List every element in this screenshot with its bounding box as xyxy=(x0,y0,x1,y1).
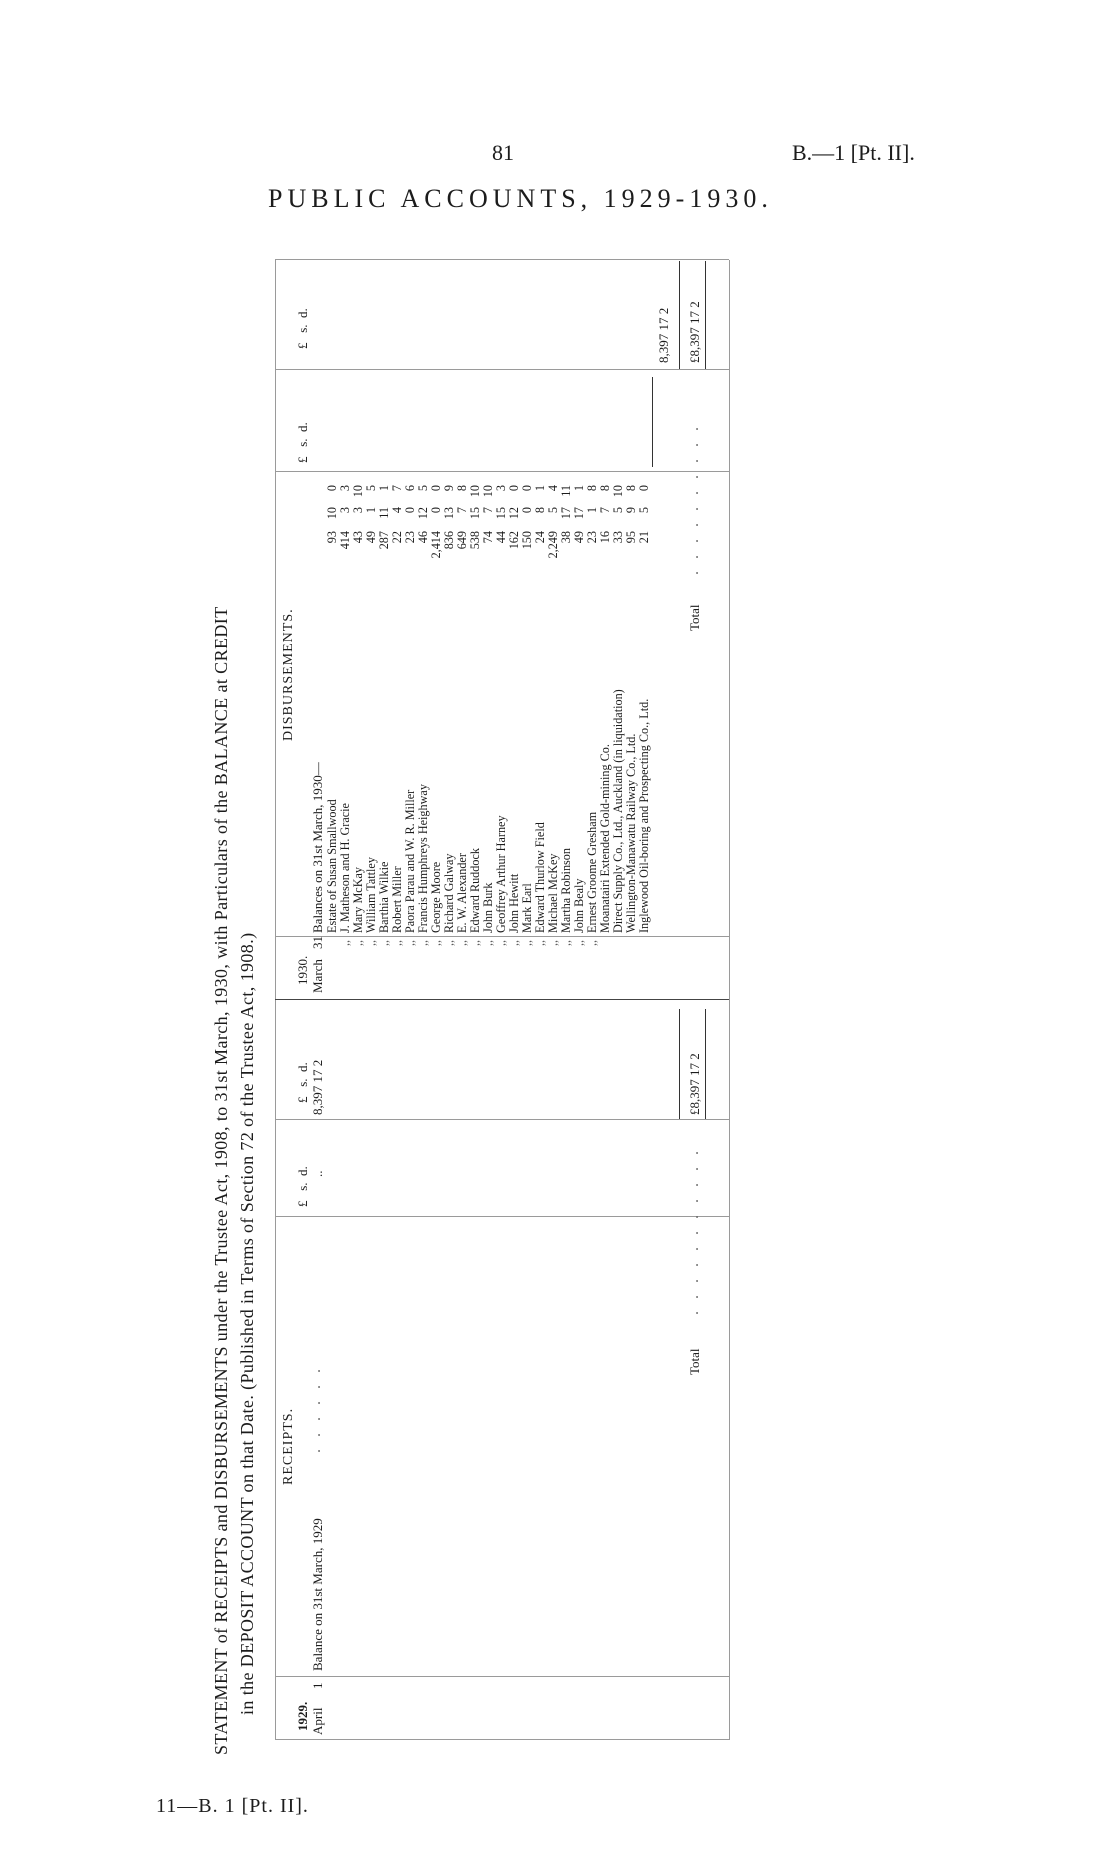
amount-shillings: 5 xyxy=(611,507,625,514)
amount-shillings: 15 xyxy=(468,507,482,520)
dot-leader: . . . . . . . . . . xyxy=(685,423,702,575)
amount-shillings: 7 xyxy=(481,507,495,514)
amount-pounds: 22 xyxy=(390,531,404,544)
amount-pence: 9 xyxy=(442,485,456,492)
amount-pounds: 74 xyxy=(481,531,495,544)
amount-pence: 0 xyxy=(507,485,521,492)
amount-shillings: 5 xyxy=(546,507,560,514)
amount-shillings: 11 xyxy=(377,507,391,519)
estate-name: Ernest Groome Gresham xyxy=(585,811,599,933)
ditto-mark: ,, xyxy=(455,939,469,947)
ditto-mark: ,, xyxy=(338,939,352,947)
amount-pounds: 23 xyxy=(585,531,599,544)
table-bottom-rule xyxy=(729,260,730,1740)
amount-pounds: 95 xyxy=(624,531,638,544)
amount-shillings: 0 xyxy=(403,507,417,514)
amount-pence: 10 xyxy=(468,485,482,498)
amount-shillings: 15 xyxy=(494,507,508,520)
series-reference: B.—1 [Pt. II]. xyxy=(792,140,915,165)
receipts-total-label: Total xyxy=(687,1348,702,1375)
ditto-mark: ,, xyxy=(559,939,573,947)
amount-shillings: 0 xyxy=(520,507,534,514)
estate-name: Barthia Wilkie xyxy=(377,861,391,933)
amount-shillings: 17 xyxy=(572,507,586,520)
amount-pence: 0 xyxy=(429,485,443,492)
amount-pounds: 150 xyxy=(520,531,534,550)
disb-year: 1930. xyxy=(295,955,310,985)
footer-reference: 11—B. 1 [Pt. II]. xyxy=(156,1795,309,1817)
ditto-mark: ,, xyxy=(572,939,586,947)
ditto-mark: ,, xyxy=(481,939,495,947)
amount-pounds: 836 xyxy=(442,531,456,550)
amount-shillings: 17 xyxy=(559,507,573,520)
estate-name: Martha Robinson xyxy=(559,848,573,933)
ditto-mark: ,, xyxy=(585,939,599,947)
ditto-mark: ,, xyxy=(429,939,443,947)
rotated-statement-table xyxy=(209,225,769,1755)
estate-name: Wellington-Manawatu Railway Co., Ltd. xyxy=(624,733,638,933)
amount-shillings: 3 xyxy=(338,507,352,514)
amount-pounds: 93 xyxy=(325,531,339,544)
estate-name: Richard Galway xyxy=(442,853,456,933)
estate-name: Francis Humphreys Heighway xyxy=(416,784,430,933)
estate-name: J. Matheson and H. Gracie xyxy=(338,803,352,933)
balance-amount xyxy=(638,433,651,583)
ditto-mark: ,, xyxy=(377,939,391,947)
disb-day: 31 xyxy=(310,936,325,949)
estate-name: Michael McKey xyxy=(546,853,560,933)
amount-pounds: 44 xyxy=(494,531,508,544)
estate-name: Geoffrey Arthur Harney xyxy=(494,815,508,933)
amount-pounds: 43 xyxy=(351,531,365,544)
receipts-year: 1929. xyxy=(295,1701,310,1731)
ditto-mark: ,, xyxy=(442,939,456,947)
receipts-total-rule-top xyxy=(679,1009,680,1119)
page-heading: PUBLIC ACCOUNTS, 1929-1930. xyxy=(268,184,773,213)
amount-pounds: 21 xyxy=(637,531,651,544)
amount-pounds: 538 xyxy=(468,531,482,550)
receipts-amount1-rule xyxy=(275,1216,729,1217)
amount-shillings: 3 xyxy=(351,507,365,514)
disb-subtotal-rule xyxy=(652,377,653,467)
amount-pence: 10 xyxy=(611,485,625,498)
page-number: 81 xyxy=(492,140,514,165)
amount-shillings: 10 xyxy=(325,507,339,520)
statement-title-line-2: in the DEPOSIT ACCOUNT on that Date. (Published in Terms of Section 72 of the Trustee Act, 1908.) xyxy=(237,932,257,1715)
estate-name: William Tattley xyxy=(364,857,378,933)
amount-shillings: 0 xyxy=(429,507,443,514)
amount-shillings: 1 xyxy=(364,507,378,514)
amount-shillings: 1 xyxy=(585,507,599,514)
amount-pence: 3 xyxy=(338,485,352,492)
disb-total-label: Total xyxy=(687,604,702,631)
receipts-col1-dots: .. xyxy=(310,1170,325,1177)
statement-title-line-1: STATEMENT of RECEIPTS and DISBURSEMENTS under the Trustee Act, 1908, to 31st March, 1930, with Particulars of the BALANCE at CREDIT xyxy=(211,606,231,1755)
ditto-mark: ,, xyxy=(546,939,560,947)
receipts-date-rule xyxy=(275,1676,729,1677)
ditto-mark: ,, xyxy=(468,939,482,947)
amount-pence: 1 xyxy=(533,485,547,492)
estate-name: Robert Miller xyxy=(390,866,404,933)
amount-pounds: 49 xyxy=(364,531,378,544)
table-right-rule xyxy=(275,259,729,260)
estate-name: Inglewood Oil-boring and Prospecting Co., Ltd. xyxy=(637,698,651,933)
dot-leader: . . . . . . . . . . . xyxy=(685,1147,702,1315)
ditto-mark: ,, xyxy=(390,939,404,947)
ditto-mark: ,, xyxy=(494,939,508,947)
amount-pence: 4 xyxy=(546,485,560,492)
amount-shillings: 4 xyxy=(390,507,404,514)
amount-pence: 8 xyxy=(624,485,638,492)
receipts-day: 1 xyxy=(310,1682,325,1689)
estate-name: Moanatairi Extended Gold-mining Co. xyxy=(598,744,612,933)
receipts-col2-headers: £ s. d. xyxy=(295,1062,310,1103)
amount-pounds: 49 xyxy=(572,531,586,544)
disb-month: March xyxy=(310,959,325,993)
estate-name: Edward Ruddock xyxy=(468,848,482,933)
amount-shillings: 8 xyxy=(533,507,547,514)
amount-pounds: 38 xyxy=(559,531,573,544)
amount-pence: 10 xyxy=(481,485,495,498)
amount-pounds: 33 xyxy=(611,531,625,544)
estate-name: Estate of Susan Smallwood xyxy=(325,799,339,933)
amount-pence: 5 xyxy=(364,485,378,492)
amount-pounds: 24 xyxy=(533,531,547,544)
amount-shillings: 5 xyxy=(637,507,651,514)
receipts-balance-item: Balance on 31st March, 1929 xyxy=(310,1518,325,1671)
amount-shillings: 13 xyxy=(442,507,456,520)
amount-pence: 5 xyxy=(416,485,430,492)
amount-pence: 0 xyxy=(637,485,651,492)
receipts-balance-amount: 8,397 17 2 xyxy=(310,1059,325,1115)
estate-name: Edward Thurlow Field xyxy=(533,822,547,933)
receipts-total: £8,397 17 2 xyxy=(687,1053,702,1115)
amount-pounds: 23 xyxy=(403,531,417,544)
amount-shillings: 7 xyxy=(598,507,612,514)
estate-name: Paora Parau and W. R. Miller xyxy=(403,789,417,933)
amount-pence: 8 xyxy=(598,485,612,492)
disb-intro: Balances on 31st March, 1930— xyxy=(310,762,325,933)
amount-pounds: 2,414 xyxy=(429,531,443,559)
receipts-col1-headers: £ s. d. xyxy=(295,1166,310,1207)
receipts-heading: RECEIPTS. xyxy=(281,1407,296,1485)
amount-pounds: 649 xyxy=(455,531,469,550)
amount-pence: 1 xyxy=(377,485,391,492)
amount-pounds: 2,249 xyxy=(546,531,560,559)
receipts-total-rule-bottom xyxy=(705,1009,706,1119)
table-left-rule xyxy=(275,1739,729,1740)
amount-shillings: 9 xyxy=(624,507,638,514)
estate-name: John Burk xyxy=(481,882,495,933)
amount-pence: 8 xyxy=(455,485,469,492)
amount-pence: 0 xyxy=(520,485,534,492)
ditto-mark: ,, xyxy=(533,939,547,947)
amount-pounds: 162 xyxy=(507,531,521,550)
amount-pence: 3 xyxy=(494,485,508,492)
ditto-mark: ,, xyxy=(416,939,430,947)
amount-shillings: 7 xyxy=(455,507,469,514)
amount-pence: 6 xyxy=(403,485,417,492)
center-divider xyxy=(275,999,729,1000)
ditto-mark: ,, xyxy=(520,939,534,947)
estate-name: John Bealy xyxy=(572,878,586,933)
estate-name: George Moore xyxy=(429,861,443,933)
disb-total-rule-bottom xyxy=(705,261,706,369)
amount-pounds: 16 xyxy=(598,531,612,544)
amount-pence: 1 xyxy=(572,485,586,492)
disb-subtotal: 8,397 17 2 xyxy=(656,307,671,363)
disb-total-rule-top xyxy=(679,261,680,369)
estate-name: Direct Supply Co., Ltd., Auckland (in liquidation) xyxy=(611,689,625,933)
amount-pounds: 414 xyxy=(338,531,352,550)
amount-pounds: 287 xyxy=(377,531,391,550)
amount-shillings: 12 xyxy=(507,507,521,520)
disb-total: £8,397 17 2 xyxy=(687,301,702,363)
ditto-mark: ,, xyxy=(364,939,378,947)
estate-name: Mary McKay xyxy=(351,867,365,933)
ditto-mark: ,, xyxy=(507,939,521,947)
disbursements-heading: DISBURSEMENTS. xyxy=(281,608,296,741)
disb-col1-headers: £ s. d. xyxy=(295,422,310,463)
amount-pence: 8 xyxy=(585,485,599,492)
estate-name: E. W. Alexander xyxy=(455,853,469,933)
dot-leader: . . . . . . xyxy=(307,1365,324,1453)
disb-amount2-rule xyxy=(275,369,729,370)
receipts-month: April xyxy=(310,1707,325,1735)
table-top-rule xyxy=(275,260,276,1740)
estate-name: John Hewitt xyxy=(507,873,521,933)
receipts-amount2-rule xyxy=(275,1119,729,1120)
ditto-mark: ,, xyxy=(403,939,417,947)
amount-pence: 10 xyxy=(351,485,365,498)
ditto-mark: ,, xyxy=(351,939,365,947)
amount-pounds: 46 xyxy=(416,531,430,544)
disb-col2-headers: £ s. d. xyxy=(295,308,310,349)
amount-shillings: 12 xyxy=(416,507,430,520)
amount-pence: 7 xyxy=(390,485,404,492)
amount-pence: 0 xyxy=(325,485,339,492)
estate-name: Mark Earl xyxy=(520,883,534,933)
amount-pence: 11 xyxy=(559,485,573,497)
